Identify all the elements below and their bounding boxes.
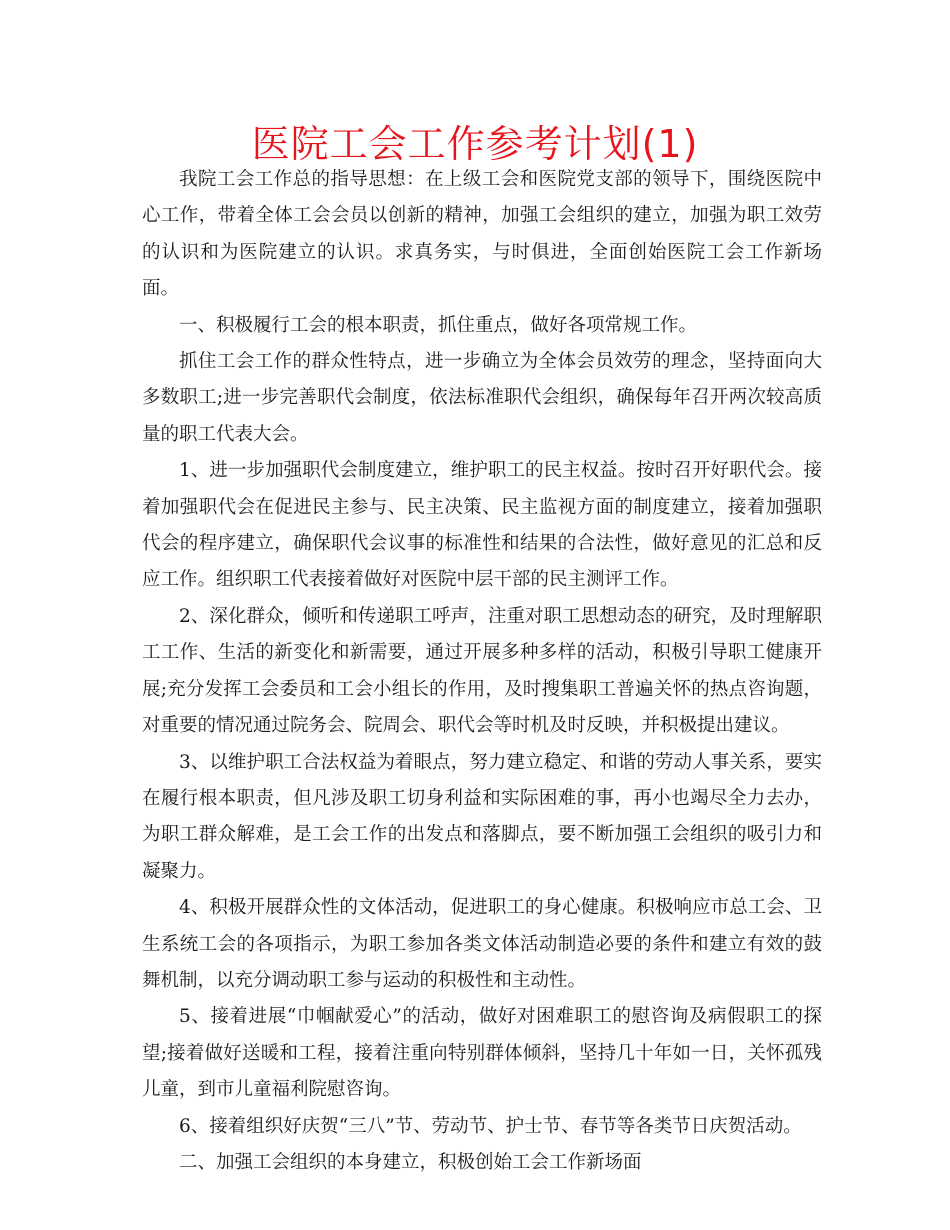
paragraph-guiding-idea: 我院工会工作总的指导思想：在上级工会和医院党支部的领导下，围绕医院中心工作，带着全体工会会员以创新的精神，加强工会组织的建立，加强为职工效劳的认识和为医院建立的认识。求真务实，与时俱进，全面创始医院工会工作新场面。 [142, 169, 822, 300]
paragraph-item-6: 6、接着组织好庆贺“三八”节、劳动节、护士节、春节等各类节日庆贺活动。 [179, 1115, 802, 1137]
paragraph-item-1: 1、进一步加强职代会制度建立，维护职工的民主权益。按时召开好职代会。接着加强职代会在促进民主参与、民主决策、民主监视方面的制度建立，接着加强职代会的程序建立，确保职代会议事的标准性和结果的合法性，做好意见的汇总和反应工作。组织职工代表接着做好对医院中层干部的民主测评工作。 [142, 460, 822, 591]
document-title: 医院工会工作参考计划(1) [251, 122, 699, 166]
paragraph-section-two-heading: 二、加强工会组织的本身建立，积极创始工会工作新场面 [179, 1151, 642, 1173]
paragraph-section-one-heading: 一、积极履行工会的根本职责，抓住重点，做好各项常规工作。 [179, 314, 698, 336]
paragraph-item-4: 4、积极开展群众性的文体活动，促进职工的身心健康。积极响应市总工会、卫生系统工会的各项指示，为职工参加各类文体活动制造必要的条件和建立有效的鼓舞机制，以充分调动职工参与运动的积极性和主动性。 [142, 897, 822, 991]
document-body [142, 162, 822, 1181]
paragraph-item-3: 3、以维护职工合法权益为着眼点，努力建立稳定、和谐的劳动人事关系，要实在履行根本职责，但凡涉及职工切身利益和实际困难的事，再小也竭尽全力去办，为职工群众解难，是工会工作的出发点和落脚点，要不断加强工会组织的吸引力和凝聚力。 [142, 751, 822, 882]
paragraph-item-5: 5、接着进展“巾帼献爱心”的活动，做好对困难职工的慰咨询及病假职工的探望;接着做好送暖和工程，接着注重向特别群体倾斜，坚持几十年如一日，关怀孤残儿童，到市儿童福利院慰咨询。 [142, 1006, 822, 1101]
paragraph-item-2: 2、深化群众，倾听和传递职工呼声，注重对职工思想动态的研究，及时理解职工工作、生活的新变化和新需要，通过开展多种多样的活动，积极引导职工健康开展;充分发挥工会委员和工会小组长的作用，及时搜集职工普遍关怀的热点咨询题，对重要的情况通过院务会、院周会、职代会等时机及时反映，并积极提出建议。 [142, 605, 822, 737]
paragraph-mass-character: 抓住工会工作的群众性特点，进一步确立为全体会员效劳的理念，坚持面向大多数职工;进一步完善职代会制度，依法标准职代会组织，确保每年召开两次较高质量的职工代表大会。 [142, 351, 822, 445]
